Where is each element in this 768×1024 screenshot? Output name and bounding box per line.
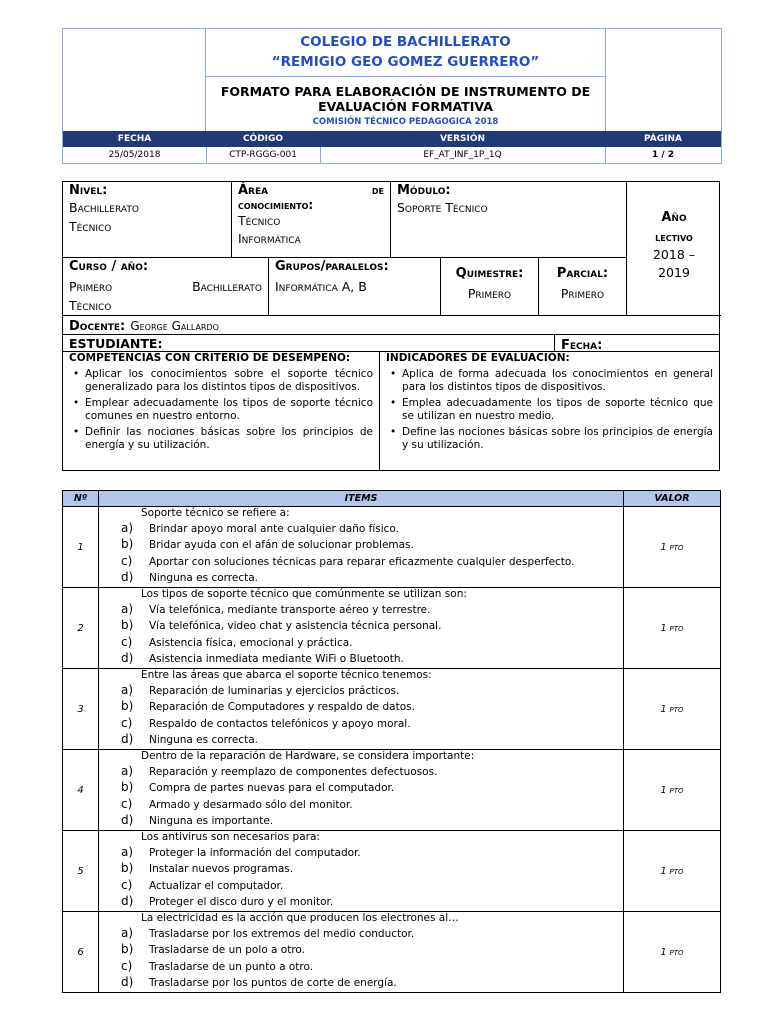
option-letter: b) — [121, 537, 134, 552]
item-option — [99, 731, 623, 747]
item-option — [99, 715, 623, 731]
item-row — [63, 507, 721, 588]
item-option — [99, 958, 623, 974]
option-text: Reparación de luminarias y ejercicios prácticos. — [149, 685, 400, 697]
nivel-value: Bachillerato Técnico — [69, 200, 139, 234]
option-letter: c) — [121, 958, 133, 973]
school-name-line2: “REMIGIO GEO GOMEZ GUERRERO” — [271, 54, 540, 70]
item-option — [99, 974, 623, 990]
nivel-label: Nivel: — [69, 183, 108, 198]
header-num: Nº — [63, 491, 99, 507]
nivel-cell — [63, 182, 232, 258]
document-header — [62, 28, 722, 164]
item-option — [99, 860, 623, 876]
parcial-cell — [539, 258, 627, 316]
item-option — [99, 617, 623, 633]
option-letter: d) — [121, 731, 134, 746]
item-content — [99, 669, 624, 750]
item-content — [99, 750, 624, 831]
item-number: 1 — [63, 507, 99, 588]
option-text: Aportar con soluciones técnicas para reparar eficazmente cualquier desperfecto. — [149, 555, 575, 568]
item-content — [99, 588, 624, 669]
bar-pagina: PÁGINA — [644, 134, 682, 144]
item-option — [99, 682, 623, 698]
item-content — [99, 507, 624, 588]
competencia-item: • Definir las nociones básicas sobre los principios de energía y su utilización. — [85, 426, 373, 452]
item-value: 1 pto — [624, 831, 721, 912]
item-option — [99, 569, 623, 585]
item-number: 6 — [63, 912, 99, 993]
indicador-item: • Emplea adecuadamente los tipos de soporte técnico que se utilizan en nuestro medio. — [402, 397, 713, 423]
item-option — [99, 925, 623, 941]
curso-value-3: Técnico — [69, 298, 112, 313]
quimestre-value: Primero — [467, 286, 512, 301]
item-value: 1 pto — [624, 588, 721, 669]
option-letter: c) — [121, 553, 133, 568]
curso-cell — [63, 258, 269, 316]
item-option — [99, 779, 623, 795]
item-option — [99, 536, 623, 552]
area-value: Técnico Informática — [238, 213, 301, 246]
item-option — [99, 698, 623, 714]
grupos-value: Informática A, B — [275, 279, 367, 294]
format-title-line2: EVALUACIÓN FORMATIVA — [318, 99, 493, 114]
option-letter: a) — [121, 764, 134, 778]
option-text: Trasladarse de un punto a otro. — [149, 960, 314, 973]
option-text: Armado y desarmado sólo del monitor. — [149, 798, 353, 811]
item-option — [99, 601, 623, 617]
value-fecha: 25/05/2018 — [63, 147, 207, 164]
item-number: 3 — [63, 669, 99, 750]
grupos-cell — [269, 258, 441, 316]
item-question: La electricidad es la acción que producen los electrones al… — [141, 912, 459, 924]
item-option — [99, 796, 623, 812]
item-option — [99, 893, 623, 909]
header-items: ITEMS — [99, 491, 624, 507]
competencias-cell — [63, 352, 380, 470]
format-title-line1: FORMATO PARA ELABORACIÓN DE INSTRUMENTO DE — [220, 84, 591, 99]
item-question: Los tipos de soporte técnico que comúnmente se utilizan son: — [141, 588, 467, 600]
anio-label: Año — [661, 210, 687, 225]
item-option — [99, 634, 623, 650]
item-option — [99, 650, 623, 666]
option-letter: b) — [121, 942, 134, 957]
school-name-line1: COLEGIO DE BACHILLERATO — [300, 34, 511, 50]
option-text: Proteger el disco duro y el monitor. — [149, 895, 334, 908]
fecha-cell — [555, 335, 719, 352]
option-text: Trasladarse por los puntos de corte de energía. — [149, 976, 397, 989]
item-question: Dentro de la reparación de Hardware, se considera importante: — [141, 750, 475, 762]
item-row — [63, 831, 721, 912]
item-row — [63, 750, 721, 831]
header-column-bar — [63, 131, 721, 147]
item-value: 1 pto — [624, 669, 721, 750]
option-text: Compra de partes nuevas para el computador. — [149, 782, 395, 795]
items-table-wrap — [62, 490, 720, 993]
option-text: Actualizar el computador. — [149, 879, 284, 892]
option-letter: c) — [121, 715, 133, 730]
option-letter: a) — [121, 683, 134, 697]
option-text: Asistencia inmediata mediante WiFi o Bluetooth. — [149, 652, 404, 665]
option-letter: c) — [121, 634, 133, 649]
option-letter: a) — [121, 926, 134, 940]
anio-cell — [627, 182, 721, 316]
item-option — [99, 812, 623, 828]
bar-version: VERSIÓN — [439, 134, 486, 144]
value-pagina: 1 / 2 — [651, 150, 675, 160]
option-text: Vía telefónica, mediante transporte aéreo y terrestre. — [149, 604, 431, 616]
competencia-item: • Emplear adecuadamente los tipos de soporte técnico comunes en nuestro entorno. — [85, 397, 373, 423]
item-content — [99, 912, 624, 993]
option-text: Ninguna es correcta. — [149, 733, 258, 746]
option-text: Asistencia física, emocional y práctica. — [149, 636, 353, 649]
item-option — [99, 844, 623, 860]
area-label-2: conocimiento: — [238, 198, 314, 212]
item-row — [63, 669, 721, 750]
header-values-row — [63, 147, 721, 164]
option-text: Brindar apoyo moral ante cualquier daño físico. — [149, 523, 400, 535]
option-text: Reparación y reemplazo de componentes defectuosos. — [149, 766, 438, 778]
indicador-item: • Aplica de forma adecuada los conocimientos en general para los distintos tipos de dispositivos. — [402, 368, 713, 394]
area-label: Área — [238, 183, 269, 198]
logo-right-placeholder — [605, 29, 721, 131]
anio-value: 2018 – 2019 — [652, 247, 696, 280]
option-letter: d) — [121, 650, 134, 665]
option-text: Instalar nuevos programas. — [149, 863, 294, 876]
bar-fecha: FECHA — [117, 134, 152, 144]
option-letter: d) — [121, 974, 134, 989]
item-option — [99, 763, 623, 779]
header-divider — [206, 76, 605, 77]
value-version: EF_AT_INF_1P_1Q — [320, 147, 606, 164]
fecha-label: Fecha: — [561, 338, 603, 353]
competencias-list — [69, 368, 373, 452]
option-text: Trasladarse de un polo a otro. — [149, 944, 305, 957]
curso-label: Curso / año: — [69, 259, 149, 274]
option-letter: b) — [121, 861, 134, 876]
item-content — [99, 831, 624, 912]
docente-label: Docente: — [69, 319, 126, 334]
curso-value-1: Primero — [69, 279, 113, 294]
option-letter: a) — [121, 521, 134, 535]
item-option — [99, 553, 623, 569]
area-label-de: de — [371, 183, 384, 197]
option-letter: d) — [121, 812, 134, 827]
header-valor: VALOR — [624, 491, 721, 507]
curso-value-2: Bachillerato — [192, 279, 262, 294]
info-block — [62, 181, 720, 471]
competencias-title: COMPETENCIAS CON CRITERIO DE DESEMPEÑO: — [69, 352, 351, 364]
option-text: Reparación de Computadores y respaldo de datos. — [149, 701, 415, 714]
modulo-cell — [391, 182, 627, 258]
option-text: Bridar ayuda con el afán de solucionar problemas. — [149, 539, 414, 552]
option-text: Ninguna es correcta. — [149, 571, 258, 584]
option-letter: d) — [121, 893, 134, 908]
option-letter: a) — [121, 602, 134, 616]
option-text: Vía telefónica, video chat y asistencia técnica personal. — [149, 620, 442, 633]
item-option — [99, 877, 623, 893]
option-letter: a) — [121, 845, 134, 859]
estudiante-cell — [63, 335, 555, 352]
indicadores-title: INDICADORES DE EVALUACIÓN: — [386, 352, 570, 364]
item-value: 1 pto — [624, 912, 721, 993]
header-center — [206, 29, 605, 131]
docente-value: George Gallardo — [130, 319, 219, 333]
docente-cell — [63, 316, 719, 335]
indicadores-cell — [380, 352, 719, 470]
logo-left-placeholder — [63, 29, 206, 131]
item-value: 1 pto — [624, 507, 721, 588]
item-number: 5 — [63, 831, 99, 912]
quimestre-label: Quimestre: — [455, 266, 524, 281]
option-text: Proteger la información del computador. — [149, 847, 361, 859]
item-question: Los antivirus son necesarios para: — [141, 831, 320, 843]
competencia-item: • Aplicar los conocimientos sobre el soporte técnico generalizado para los distintos tipos de dispositivos. — [85, 368, 373, 394]
option-text: Respaldo de contactos telefónicos y apoyo moral. — [149, 717, 411, 730]
option-letter: d) — [121, 569, 134, 584]
item-question: Soporte técnico se refiere a: — [141, 507, 290, 519]
parcial-label: Parcial: — [556, 266, 609, 281]
estudiante-label: ESTUDIANTE: — [69, 336, 163, 351]
items-header-row — [63, 491, 721, 507]
option-letter: c) — [121, 796, 133, 811]
parcial-value: Primero — [560, 286, 605, 301]
option-letter: b) — [121, 699, 134, 714]
commission-label: COMISIÓN TÉCNICO PEDAGOGICA 2018 — [312, 117, 499, 127]
item-option — [99, 520, 623, 536]
item-row — [63, 912, 721, 993]
value-codigo: CTP-RGGG-001 — [206, 147, 321, 164]
option-letter: c) — [121, 877, 133, 892]
option-text: Trasladarse por los extremos del medio conductor. — [149, 928, 415, 940]
modulo-label: Módulo: — [397, 183, 451, 198]
quimestre-cell — [441, 258, 539, 316]
modulo-value: Soporte Técnico — [397, 200, 488, 215]
option-letter: b) — [121, 618, 134, 633]
option-letter: b) — [121, 780, 134, 795]
item-value: 1 pto — [624, 750, 721, 831]
item-number: 2 — [63, 588, 99, 669]
indicador-item: • Define las nociones básicas sobre los principios de energía y su utilización. — [402, 426, 713, 452]
area-cell — [232, 182, 391, 258]
item-number: 4 — [63, 750, 99, 831]
item-row — [63, 588, 721, 669]
indicadores-list — [386, 368, 713, 452]
item-question: Entre las áreas que abarca el soporte técnico tenemos: — [141, 669, 432, 681]
option-text: Ninguna es importante. — [149, 814, 274, 827]
anio-label-2: lectivo — [655, 230, 693, 244]
item-option — [99, 941, 623, 957]
bar-codigo: CÓDIGO — [242, 134, 284, 144]
items-table — [62, 490, 721, 993]
grupos-label: Grupos/paralelos: — [275, 259, 389, 274]
